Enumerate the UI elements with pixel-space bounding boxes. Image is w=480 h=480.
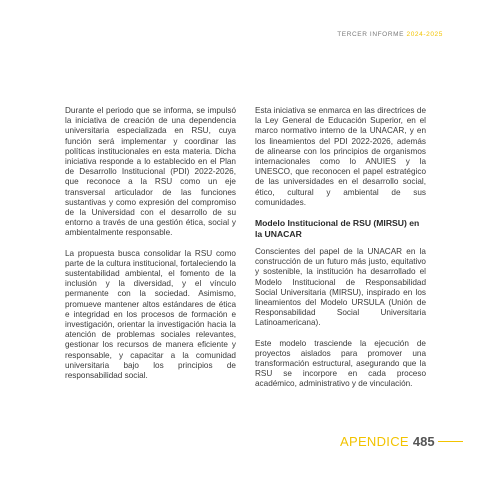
report-title: TERCER INFORME — [337, 31, 405, 38]
page-footer — [340, 434, 463, 449]
paragraph: Este modelo trasciende la ejecución de proyectos aislados para promover una transformación estructural, asegurando que la RSU se incorpore en cada proceso académico, administrativo y de vinculación. — [255, 338, 426, 389]
page-number: 485 — [412, 434, 435, 449]
paragraph: La propuesta busca consolidar la RSU como parte de la cultura institucional, fortaleciendo la sustentabilidad ambiental, el fomento de la inclusión y la diversidad, y el vínculo permanente con la sociedad. Asimismo, promueve mantener altos estándares de ética e integridad en los procesos de formación e investigación, orientar la investigación hacia la atención de problemas sociales relevantes, gestionar los recursos de manera eficiente y responsable, y capacitar a la comunidad universitaria bajo los principios de responsabilidad social. — [65, 248, 236, 381]
section-heading: Modelo Institucional de RSU (MIRSU) en la UNACAR — [255, 218, 420, 239]
paragraph: Esta iniciativa se enmarca en las directrices de la Ley General de Educación Superior, en el marco normativo interno de la UNACAR, y en los lineamientos del PDI 2022-2026, además de alinearse con los principios de organismos internacionales como lo ANUIES y la UNESCO, que reconocen el papel estratégico de las universidades en el desarrollo social, ético, cultural y ambiental de sus comunidades. — [255, 106, 426, 207]
footer-rule — [438, 441, 463, 442]
left-column — [65, 106, 236, 391]
report-years: 2024-2025 — [406, 31, 443, 38]
paragraph: Conscientes del papel de la UNACAR en la construcción de un futuro más justo, equitativo y sostenible, la institución ha desarrollado el Modelo Institucional de Responsabilidad Social Universitaria (MIRSU), inspirado en los lineamientos del Modelo URSULA (Unión de Responsabilidad Social Universitaria Latinoamericana). — [255, 247, 426, 328]
paragraph: Durante el periodo que se informa, se impulsó la iniciativa de creación de una dependencia universitaria especializada en RSU, cuya función será implementar y coordinar las políticas institucionales en esta materia. Dicha iniciativa responde a lo establecido en el Plan de Desarrollo Institucional (PDI) 2022-2026, que reconoce a la RSU como un eje transversal articulador de las funciones sustantivas y como expresión del compromiso de la Universidad con el desarrollo de su entorno a través de una gestión ética, social y ambientalmente responsable. — [65, 106, 236, 238]
section-label: APENDICE — [340, 434, 409, 449]
page-header — [337, 31, 443, 38]
right-column — [255, 106, 426, 400]
